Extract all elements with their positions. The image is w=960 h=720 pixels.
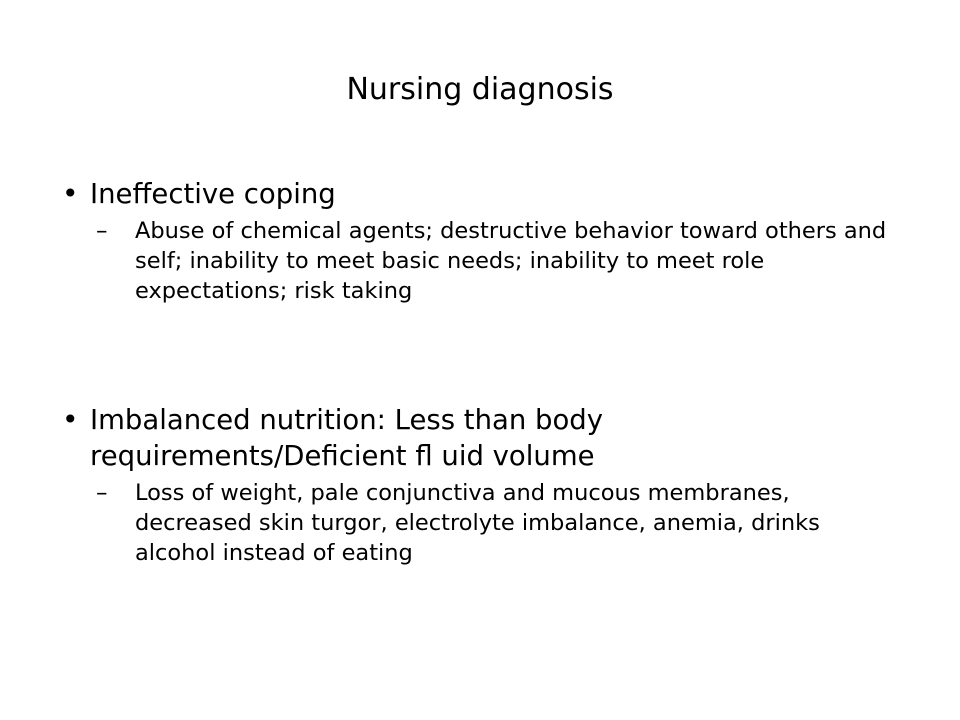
bullet-heading: Ineffective coping (90, 178, 336, 210)
sub-bullet-text: Abuse of chemical agents; destructive behavior toward others and self; inability to meet basic needs; inability to meet role expectations; risk taking (135, 218, 887, 304)
bullet-marker: • (62, 403, 79, 436)
slide-title: Nursing diagnosis (346, 72, 614, 107)
bullet-item (62, 176, 910, 306)
sub-bullet-item (90, 216, 905, 306)
sub-bullet-marker: – (96, 218, 108, 244)
sub-bullet-text: Loss of weight, pale conjunctiva and mucous membranes, decreased skin turgor, electrolyte imbalance, anemia, drinks alcohol instead of eating (135, 480, 820, 566)
sub-bullet-marker: – (96, 480, 108, 506)
bullet-marker: • (62, 177, 79, 210)
bullet-item (62, 402, 910, 568)
sub-bullet-item (90, 478, 905, 568)
bullet-heading: Imbalanced nutrition: Less than body requirements/Deficient fl uid volume (90, 404, 604, 472)
